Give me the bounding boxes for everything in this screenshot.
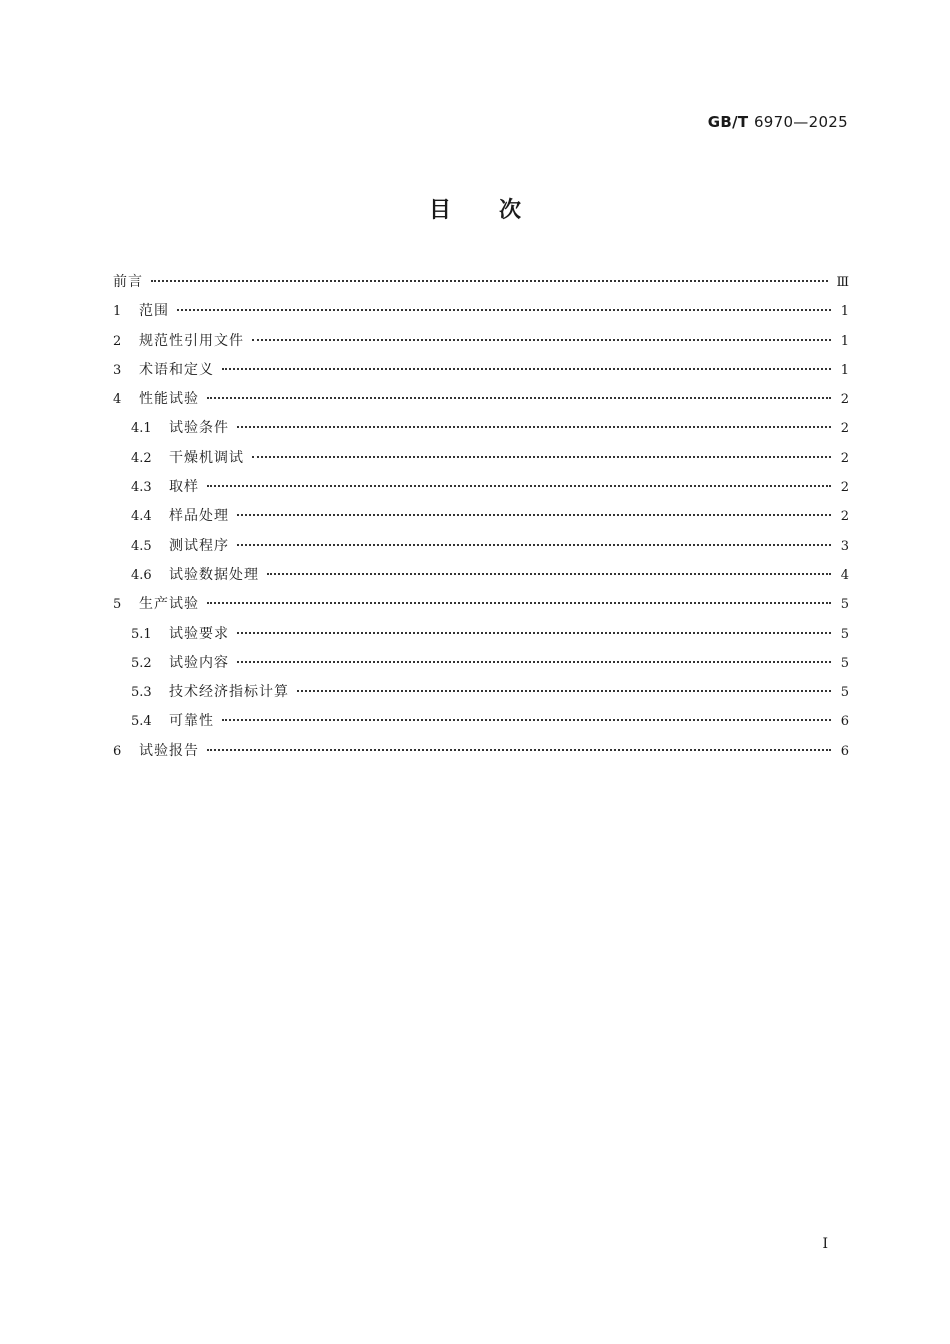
toc-entry[interactable]	[113, 593, 849, 622]
toc-title: 目次	[428, 198, 569, 223]
toc-entry[interactable]	[113, 623, 849, 652]
toc-entry[interactable]	[113, 388, 849, 417]
toc-leader-dots	[237, 514, 831, 516]
toc-entry-page: 5	[840, 626, 849, 642]
toc-entry-number: 6	[113, 743, 122, 759]
toc-leader-dots	[267, 573, 831, 575]
toc-entry-number: 3	[113, 362, 122, 378]
toc-entry-number: 2	[113, 333, 122, 349]
toc-entry-label: 范围	[139, 303, 169, 320]
toc-entry-page: 6	[840, 714, 849, 730]
toc-entry-label: 性能试验	[139, 391, 199, 408]
toc-entry-page: 2	[840, 392, 849, 408]
toc-entry[interactable]	[113, 710, 849, 739]
toc-entry-page: 1	[840, 304, 849, 320]
toc-leader-dots	[237, 661, 831, 663]
toc-leader-dots	[237, 544, 831, 546]
toc-entry-label: 术语和定义	[139, 361, 214, 378]
toc-entry-page: 2	[840, 509, 849, 525]
toc-entry[interactable]	[113, 740, 849, 769]
toc-entry-number: 5	[113, 597, 122, 613]
toc-entry-page: 2	[840, 480, 849, 496]
toc-entry-number: 5.4	[131, 714, 152, 730]
toc-entry-label: 技术经济指标计算	[169, 684, 289, 701]
toc-leader-dots	[252, 456, 831, 458]
toc-entry-number: 4	[113, 392, 122, 408]
toc-entry[interactable]	[113, 476, 849, 505]
toc-entry-page: 2	[840, 421, 849, 437]
toc-entry-number: 4.6	[131, 567, 152, 583]
toc-leader-dots	[207, 397, 831, 399]
toc-leader-dots	[207, 485, 831, 487]
toc-entry[interactable]	[113, 271, 849, 300]
toc-entry-page: 5	[840, 685, 849, 701]
toc-entry-number: 1	[113, 304, 122, 320]
toc-entry[interactable]	[113, 300, 849, 329]
toc-leader-dots	[237, 426, 831, 428]
toc-entry[interactable]	[113, 417, 849, 446]
toc-entry-label: 可靠性	[169, 713, 214, 730]
toc-entry-label: 前言	[113, 274, 143, 290]
toc-entry-label: 试验条件	[169, 420, 229, 437]
toc-entry-label: 试验报告	[139, 742, 199, 759]
standard-prefix: GB/T	[707, 113, 749, 131]
toc-entry-number: 4.1	[131, 421, 152, 437]
toc-entry-page: 5	[840, 655, 849, 671]
toc-entry-page: 6	[840, 743, 849, 759]
toc-entry-page: Ⅲ	[836, 275, 849, 290]
toc-leader-dots	[207, 602, 831, 604]
table-of-contents	[113, 271, 849, 769]
toc-entry-label: 干燥机调试	[169, 449, 244, 466]
toc-entry[interactable]	[113, 535, 849, 564]
toc-entry-label: 规范性引用文件	[139, 332, 244, 349]
toc-entry[interactable]	[113, 505, 849, 534]
toc-leader-dots	[222, 368, 831, 370]
toc-leader-dots	[151, 280, 828, 282]
toc-entry-page: 4	[840, 567, 849, 583]
standard-number: 6970—2025	[753, 113, 848, 131]
toc-entry-number: 5.1	[131, 626, 152, 642]
toc-entry-label: 试验数据处理	[169, 566, 259, 583]
toc-entry-number: 4.5	[131, 538, 152, 554]
toc-entry-page: 1	[840, 333, 849, 349]
toc-leader-dots	[252, 339, 831, 341]
toc-entry-label: 试验内容	[169, 654, 229, 671]
toc-entry-label: 试验要求	[169, 625, 229, 642]
toc-leader-dots	[297, 690, 831, 692]
toc-leader-dots	[237, 632, 831, 634]
toc-entry-page: 5	[840, 597, 849, 613]
toc-entry-label: 生产试验	[139, 596, 199, 613]
toc-entry-label: 样品处理	[169, 508, 229, 525]
toc-entry[interactable]	[113, 681, 849, 710]
toc-entry[interactable]	[113, 564, 849, 593]
toc-entry[interactable]	[113, 447, 849, 476]
toc-entry[interactable]	[113, 652, 849, 681]
toc-leader-dots	[177, 309, 831, 311]
toc-entry-page: 3	[840, 538, 849, 554]
toc-entry-number: 5.2	[131, 655, 152, 671]
toc-entry[interactable]	[113, 359, 849, 388]
standard-code	[708, 113, 848, 131]
toc-entry-label: 取样	[169, 479, 199, 496]
page-number: Ⅰ	[822, 1236, 828, 1252]
toc-entry[interactable]	[113, 330, 849, 359]
toc-entry-label: 测试程序	[169, 537, 229, 554]
toc-entry-number: 5.3	[131, 685, 152, 701]
toc-entry-number: 4.2	[131, 450, 152, 466]
toc-leader-dots	[222, 719, 831, 721]
toc-entry-number: 4.3	[131, 480, 152, 496]
toc-entry-page: 2	[840, 450, 849, 466]
toc-entry-number: 4.4	[131, 509, 152, 525]
toc-leader-dots	[207, 749, 831, 751]
toc-entry-page: 1	[840, 362, 849, 378]
